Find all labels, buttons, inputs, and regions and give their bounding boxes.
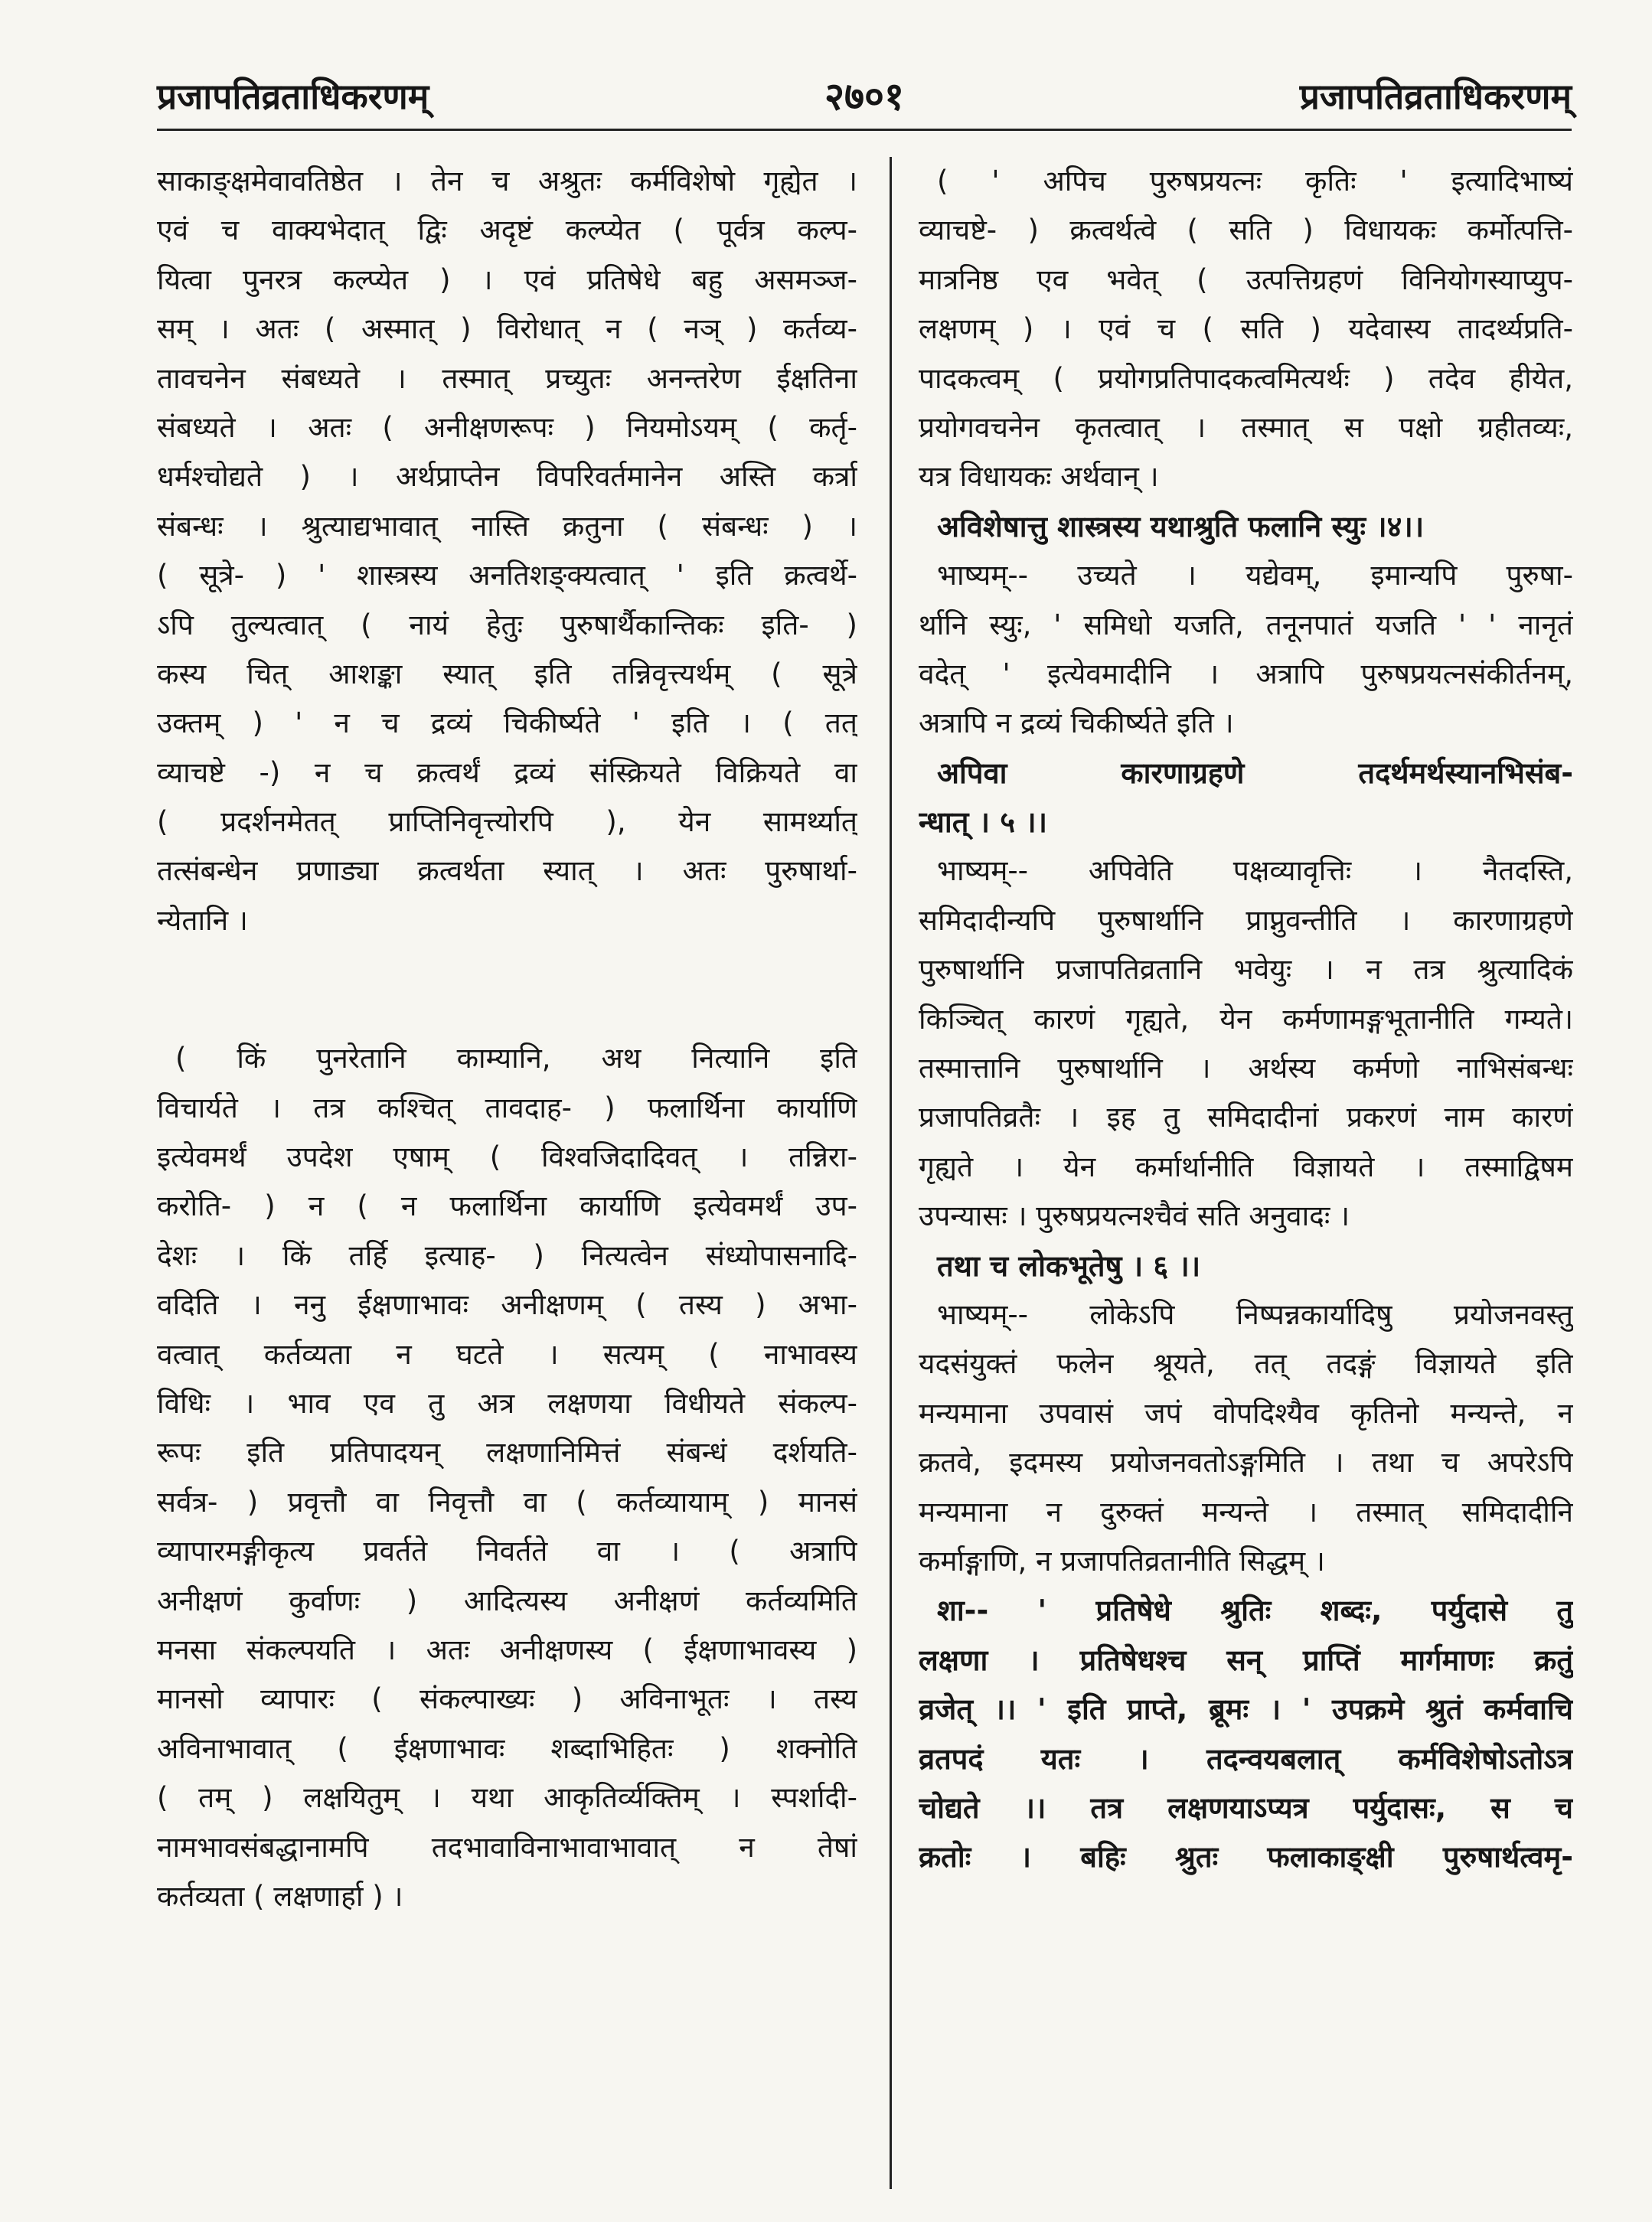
text-line: कस्य चित् आशङ्का स्यात् इति तन्निवृत्त्यर्थम् ( सूत्रे [157,657,857,690]
text-line: व्रजेत् ।। ' इति प्राप्ते, ब्रूमः । ' उपक्रमे श्रुतं कर्मवाचि [919,1692,1573,1727]
text-line: देशः । किं तर्हि इत्याह- ) नित्यत्वेन संध्योपासनादि- [157,1238,857,1272]
text-line: क्रतोः । बहिः श्रुतः फलाकाङ्क्षी पुरुषार्थत्वमृ- [919,1840,1573,1875]
text-line: विचार्यते । तत्र कश्चित् तावदाह- ) फलार्थिना कार्याणि [157,1091,857,1124]
text-line: सर्वत्र- ) प्रवृत्तौ वा निवृत्तौ वा ( कर्तव्यायाम् ) मानसं [157,1485,857,1519]
text-line: भाष्यम्-- अपिवेति पक्षव्यावृत्तिः । नैतदस्ति, [937,854,1573,888]
text-line: लक्षणम् ) । एवं च ( सति ) यदेवास्य तादर्थ्यप्रति- [919,312,1573,346]
text-line: ( तम् ) लक्षयितुम् । यथा आकृतिर्व्यक्तिम् । स्पर्शादी- [157,1781,857,1815]
text-line: चोद्यते ।। तत्र लक्षणयाऽप्यत्र पर्युदासः, स च [919,1790,1573,1825]
text-line: व्याचष्टे- ) क्रत्वर्थत्वे ( सति ) विधायकः कर्मोत्पत्ति- [919,214,1573,247]
text-line: पादकत्वम् ( प्रयोगप्रतिपादकत्वमित्यर्थः ) तदेव हीयेत, [919,361,1573,395]
text-line: व्याचष्टे -) न च क्रत्वर्थं द्रव्यं संस्क्रियते विक्रियते वा [157,755,857,789]
text-line: मानसो व्यापारः ( संकल्पाख्यः ) अविनाभूतः । तस्य [157,1682,857,1716]
sutra-6: तथा च लोकभूतेषु । ६ ।। [937,1248,1201,1283]
bhashya-5 [919,847,1573,1241]
text-line: ( ' अपिच पुरुषप्रयत्नः कृतिः ' इत्यादिभाष्यं [937,165,1573,197]
column-divider [890,157,892,2189]
text-line: अनीक्षणं कुर्वाणः ) आदित्यस्य अनीक्षणं कर्तव्यमिति [157,1584,857,1617]
text-line: कर्तव्यता ( लक्षणार्हा ) । [157,1879,403,1913]
text-line: वदेत् ' इत्येवमादीनि । अत्रापि पुरुषप्रयत्नसंकीर्तनम्, [919,657,1573,690]
commentary-block [919,157,1573,502]
text-line: तस्मात्तानि पुरुषार्थानि । अर्थस्य कर्मणो नाभिसंबन्धः [919,1052,1573,1085]
text-line: अविनाभावात् ( ईक्षणाभावः शब्दाभिहितः ) शक्नोति [157,1731,857,1765]
text-line: तावचनेन संबध्यते । तस्मात् प्रच्युतः अनन्तरेण ईक्षतिना [157,361,857,395]
text-line: साकाङ्क्षमेवावतिष्ठेत । तेन च अश्रुतः कर्मविशेषो गृह्येत । [157,165,857,197]
text-line: ( किं पुनरेतानि काम्यानि, अथ नित्यानि इति [175,1042,857,1075]
text-line: मन्यमाना उपवासं जपं वोपदिश्यैव कृतिनो मन्यन्ते, न [919,1396,1573,1430]
text-line: यदसंयुक्तं फलेन श्रूयते, तत् तदङ्गं विज्ञायते इति [919,1347,1573,1381]
sutra-line: अपिवा कारणाग्रहणे तदर्थमर्थस्यानभिसंब- [937,755,1573,790]
sutra-4: अविशेषात्तु शास्त्रस्य यथाश्रुति फलानि स्युः ।४।। [937,509,1425,543]
commentary-paragraph-1 [157,157,857,945]
text-line: वदिति । ननु ईक्षणाभावः अनीक्षणम् ( तस्य ) अभा- [157,1288,857,1322]
sutra-5 [919,749,1573,847]
text-line: र्थानि स्युः, ' समिधो यजति, तनूनपातं यजति ' ' नानृतं [919,608,1573,641]
text-line: ( प्रदर्शनमेतत् प्राप्तिनिवृत्त्योरपि ), येन सामर्थ्यात् [157,805,857,839]
text-line: अत्रापि न द्रव्यं चिकीर्ष्यते इति । [919,706,1234,740]
right-column [919,157,1573,2201]
text-line: भाष्यम्-- उच्यते । यद्येवम्, इमान्यपि पुरुषा- [937,559,1573,592]
commentary-paragraph-2 [157,1034,857,1921]
text-line: संबन्धः । श्रुत्याद्यभावात् नास्ति क्रतुना ( संबन्धः ) । [157,509,857,543]
running-title-left: प्रजापतिव्रताधिकरणम् [157,76,429,117]
text-line: रूपः इति प्रतिपादयन् लक्षणानिमित्तं संबन्धं दर्शयति- [157,1436,857,1470]
running-title-right: प्रजापतिव्रताधिकरणम् [1299,76,1572,117]
text-line: ऽपि तुल्यत्वात् ( नायं हेतुः पुरुषार्थैकान्तिकः इति- ) [157,608,857,641]
header-rule [157,129,1572,131]
shastra-commentary [919,1586,1573,1881]
bhashya-6 [919,1290,1573,1586]
text-line: क्रतवे, इदमस्य प्रयोजनवतोऽङ्गमिति । तथा च अपरेऽपि [919,1446,1573,1480]
sutra-line: न्धात् । ५ ।। [919,805,1048,840]
text-line: सम् । अतः ( अस्मात् ) विरोधात् न ( नञ् ) कर्तव्य- [157,312,857,346]
text-line: उक्तम् ) ' न च द्रव्यं चिकीर्ष्यते ' इति । ( तत् [157,706,857,740]
text-line: इत्येवमर्थं उपदेश एषाम् ( विश्वजिदादिवत् । तन्निरा- [157,1140,857,1174]
text-line: व्रतपदं यतः । तदन्वयबलात् कर्मविशेषोऽतोऽत्र [919,1741,1573,1776]
text-line: गृह्यते । येन कर्मार्थानीति विज्ञायते । तस्माद्विषम [919,1150,1573,1183]
text-line: व्यापारमङ्गीकृत्य प्रवर्तते निवर्तते वा । ( अत्रापि [157,1535,857,1568]
text-line: लक्षणा । प्रतिषेधश्च सन् प्राप्तिं मार्गमाणः क्रतुं [919,1643,1573,1677]
text-line: भाष्यम्-- लोकेऽपि निष्पन्नकार्यादिषु प्रयोजनवस्तु [937,1297,1573,1331]
text-line: करोति- ) न ( न फलार्थिना कार्याणि इत्येवमर्थं उप- [157,1189,857,1223]
page-number: २७०१ [824,74,904,119]
text-line: मात्रनिष्ठ एव भवेत् ( उत्पत्तिग्रहणं विनियोगस्याप्युप- [919,263,1573,296]
text-line: संबध्यते । अतः ( अनीक्षणरूपः ) नियमोऽयम् ( कर्तृ- [157,410,857,444]
text-line: न्येतानि । [157,903,248,937]
text-line: शा-- ' प्रतिषेधे श्रुतिः शब्दः, पर्युदासे तु [937,1594,1573,1628]
text-line: वत्वात् कर्तव्यता न घटते । सत्यम् ( नाभावस्य [157,1337,857,1371]
text-line: मन्यमाना न दुरुक्तं मन्यन्ते । तस्मात् समिदादीनि [919,1495,1573,1529]
text-line: ( सूत्रे- ) ' शास्त्रस्य अनतिशङ्क्यत्वात् ' इति क्रत्वर्थे- [157,559,857,592]
text-line: उपन्यासः । पुरुषप्रयत्नश्चैवं सति अनुवादः । [919,1199,1350,1233]
paragraph-gap [157,945,857,1034]
text-line: समिदादीन्यपि पुरुषार्थानि प्राप्नुवन्तीति । कारणाग्रहणे [919,903,1573,937]
text-line: नामभावसंबद्धानामपि तदभावाविनाभावाभावात् न तेषां [157,1830,857,1864]
text-line: किञ्चित् कारणं गृह्यते, येन कर्मणामङ्गभूतानीति गम्यते। [919,1002,1573,1036]
text-line: प्रजापतिव्रतैः । इह तु समिदादीनां प्रकरणं नाम कारणं [919,1101,1573,1134]
text-line: प्रयोगवचनेन कृतत्वात् । तस्मात् स पक्षो ग्रहीतव्यः, [919,410,1573,444]
text-line: कर्माङ्गाणि, न प्रजापतिव्रतानीति सिद्धम् । [919,1544,1325,1578]
bhashya-4 [919,551,1573,749]
page-header [157,67,1572,121]
text-line: तत्संबन्धेन प्रणाड्या क्रत्वर्थता स्यात् । अतः पुरुषार्था- [157,854,857,888]
text-line: यत्र विधायकः अर्थवान् । [919,460,1159,494]
text-line: धर्मश्चोद्यते ) । अर्थप्राप्तेन विपरिवर्तमानेन अस्ति कर्त्रा [157,460,857,494]
text-line: मनसा संकल्पयति । अतः अनीक्षणस्य ( ईक्षणाभावस्य ) [157,1633,857,1666]
text-line: विधिः । भाव एव तु अत्र लक्षणया विधीयते संकल्प- [157,1386,857,1420]
text-line: एवं च वाक्यभेदात् द्विः अदृष्टं कल्प्येत ( पूर्वत्र कल्प- [157,214,857,247]
text-line: यित्वा पुनरत्र कल्प्येत ) । एवं प्रतिषेधे बहु असमञ्ज- [157,263,857,296]
left-column [157,157,857,2201]
text-line: पुरुषार्थानि प्रजापतिव्रतानि भवेयुः । न तत्र श्रुत्यादिकं [919,953,1573,987]
